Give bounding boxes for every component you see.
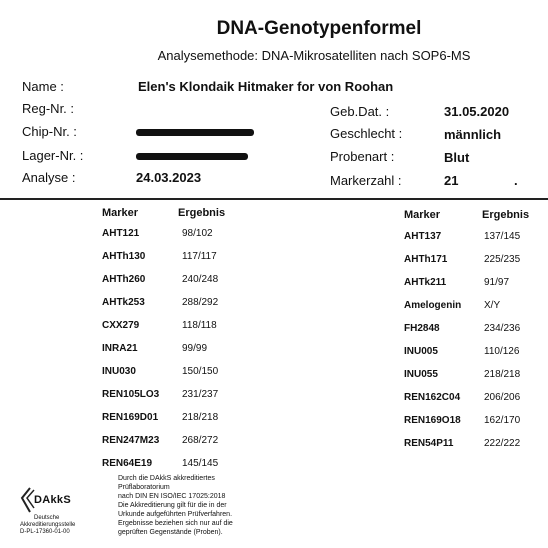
chip-label: Chip-Nr. : [22,124,77,139]
name-value: Elen's Klondaik Hitmaker for von Roohan [138,79,394,94]
left-marker-name: REN105LO3 [102,389,160,400]
left-marker-result: 118/118 [182,320,217,331]
right-marker-result: 91/97 [484,277,510,288]
right-marker-name: AHT137 [404,231,442,242]
left-result-header: Ergebnis [178,207,226,219]
gebdat-value: 31.05.2020 [444,104,510,119]
chip-redaction [136,129,254,136]
left-marker-result: 231/237 [182,389,219,400]
dakks-sub1: Deutsche [34,515,60,521]
right-result-header: Ergebnis [482,209,530,221]
probenart-label: Probenart : [330,149,395,164]
markerzahl-value: 21 [444,173,459,188]
geschlecht-label: Geschlecht : [330,126,403,141]
left-marker-result: 268/272 [182,435,219,446]
left-marker-name: AHTk253 [102,297,145,308]
gebdat-label: Geb.Dat. : [330,104,390,119]
analyse-label: Analyse : [22,170,76,185]
left-marker-name: CXX279 [102,320,140,331]
right-marker-name: AHTk211 [404,277,447,288]
right-marker-name: Amelogenin [404,300,462,311]
reg-label: Reg-Nr. : [22,101,75,116]
left-marker-name: REN64E19 [102,458,153,469]
right-marker-result: 222/222 [484,438,521,449]
left-marker-result: 145/145 [182,458,219,469]
header-divider [0,198,548,200]
left-marker-result: 288/292 [182,297,219,308]
markerzahl-label: Markerzahl : [330,173,402,188]
left-marker-result: 117/117 [182,251,217,262]
cert-line: geprüften Gegenstände (Proben). [118,529,223,536]
accreditation-note [118,474,268,537]
right-marker-result: 162/170 [484,415,521,426]
dakks-logo [20,486,82,516]
left-marker-name: REN169D01 [102,412,159,423]
left-marker-header: Marker [102,207,139,219]
analyse-value: 24.03.2023 [136,170,202,185]
right-marker-result: 234/236 [484,323,521,334]
right-marker-name: INU005 [404,346,438,357]
left-marker-name: AHTh130 [102,251,146,262]
dakks-logo-text: DAkkS [34,494,71,506]
left-marker-name: AHTh260 [102,274,146,285]
left-marker-name: AHT121 [102,228,140,239]
geschlecht-value: männlich [444,127,502,142]
lager-redaction [136,153,248,160]
left-marker-result: 150/150 [182,366,219,377]
right-marker-result: 110/126 [484,346,520,357]
right-marker-name: REN162C04 [404,392,461,403]
probenart-value: Blut [444,150,470,165]
lager-label: Lager-Nr. : [22,148,84,163]
left-marker-result: 99/99 [182,343,208,354]
right-marker-result: 206/206 [484,392,521,403]
right-marker-result: 225/235 [484,254,521,265]
left-marker-name: INRA21 [102,343,138,354]
cert-line: Urkunde aufgeführten Prüfverfahren. [118,511,233,518]
dakks-sub2: Akkreditierungsstelle [20,522,76,528]
right-marker-result: 218/218 [484,369,521,380]
cert-line: Prüflaboratorium [118,484,170,491]
left-marker-result: 218/218 [182,412,219,423]
document-title: DNA-Genotypenformel [216,18,422,39]
right-marker-name: AHTh171 [404,254,448,265]
left-marker-name: INU030 [102,366,136,377]
cert-line: Die Akkreditierung gilt für die in der [118,502,227,509]
analysis-method: Analysemethode: DNA-Mikrosatelliten nach SOP6-MS [157,48,471,63]
markerzahl-dot: . [514,173,518,188]
left-marker-result: 98/102 [182,228,213,239]
right-marker-result: X/Y [484,300,501,311]
right-marker-header: Marker [404,209,441,221]
cert-line: nach DIN EN ISO/IEC 17025:2018 [118,493,226,500]
cert-line: Durch die DAkkS akkreditiertes [118,475,215,482]
right-marker-result: 137/145 [484,231,521,242]
left-marker-name: REN247M23 [102,435,160,446]
right-marker-name: INU055 [404,369,438,380]
left-marker-result: 240/248 [182,274,219,285]
right-marker-name: FH2848 [404,323,440,334]
dakks-sub3: D-PL-17360-01-00 [20,529,70,535]
right-marker-name: REN54P11 [404,438,454,449]
name-label: Name : [22,79,64,94]
right-marker-name: REN169O18 [404,415,461,426]
cert-line: Ergebnisse beziehen sich nur auf die [118,520,233,527]
